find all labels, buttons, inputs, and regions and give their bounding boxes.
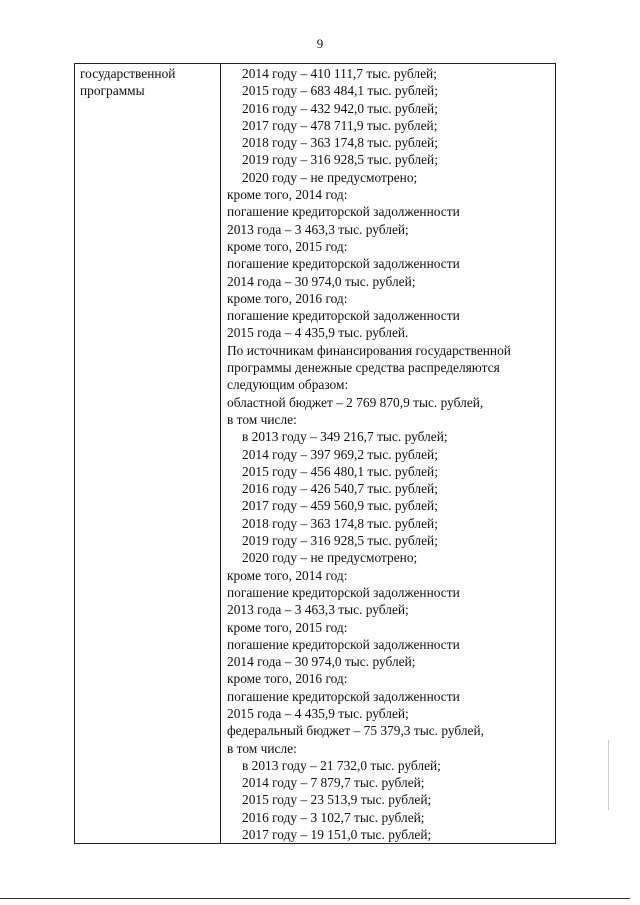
text-line: федеральный бюджет – 75 379,3 тыс. рублей, xyxy=(227,723,484,739)
text-line: 2015 году – 23 513,9 тыс. рублей; xyxy=(242,792,432,808)
column-divider xyxy=(220,64,221,843)
text-line: кроме того, 2015 год: xyxy=(227,619,348,635)
text-line: кроме того, 2016 год: xyxy=(227,290,348,306)
text-line: кроме того, 2016 год: xyxy=(227,671,348,687)
text-line: погашение кредиторской задолженности xyxy=(227,636,460,652)
program-table xyxy=(74,63,556,844)
text-line: кроме того, 2014 год: xyxy=(227,567,348,583)
text-line: погашение кредиторской задолженности xyxy=(227,256,460,272)
page-number: 9 xyxy=(316,36,324,51)
text-line: 2016 году – 3 102,7 тыс. рублей; xyxy=(242,809,425,825)
bottom-rule xyxy=(0,898,630,899)
text-line: 2015 году – 683 484,1 тыс. рублей; xyxy=(242,83,438,99)
text-line: программы денежные средства распределяются xyxy=(227,360,500,376)
text-line: 2019 году – 316 928,5 тыс. рублей; xyxy=(242,152,438,168)
text-line: По источникам финансирования государственной xyxy=(227,342,511,358)
text-line: 2014 году – 410 111,7 тыс. рублей; xyxy=(242,66,437,81)
text-line: 2017 году – 19 151,0 тыс. рублей; xyxy=(242,827,432,843)
text-line: 2020 году – не предусмотрено; xyxy=(242,550,418,566)
text-line: 2015 года – 4 435,9 тыс. рублей. xyxy=(227,325,409,341)
text-line: 2013 года – 3 463,3 тыс. рублей; xyxy=(227,602,409,618)
text-line: областной бюджет – 2 769 870,9 тыс. рублей, xyxy=(227,394,484,410)
text-line: погашение кредиторской задолженности xyxy=(227,204,460,220)
text-line: погашение кредиторской задолженности xyxy=(227,688,460,704)
text-line: 2015 года – 4 435,9 тыс. рублей; xyxy=(227,705,409,721)
text-line: 2017 году – 478 711,9 тыс. рублей; xyxy=(242,117,438,133)
text-line: 2014 года – 30 974,0 тыс. рублей; xyxy=(227,273,416,289)
text-line: в 2013 году – 21 732,0 тыс. рублей; xyxy=(242,757,441,773)
text-line: кроме того, 2015 год: xyxy=(227,238,348,254)
left-line: программы xyxy=(80,83,145,99)
text-line: 2018 году – 363 174,8 тыс. рублей; xyxy=(242,515,438,531)
left-column xyxy=(80,65,218,100)
text-line: 2014 году – 7 879,7 тыс. рублей; xyxy=(242,775,425,791)
margin-mark xyxy=(608,740,609,810)
text-line: 2013 года – 3 463,3 тыс. рублей; xyxy=(227,221,409,237)
text-line: 2014 года – 30 974,0 тыс. рублей; xyxy=(227,654,416,670)
text-line: в 2013 году – 349 216,7 тыс. рублей; xyxy=(242,429,448,445)
text-line: 2016 году – 432 942,0 тыс. рублей; xyxy=(242,100,438,116)
text-line: следующим образом: xyxy=(227,377,349,393)
text-line: 2017 году – 459 560,9 тыс. рублей; xyxy=(242,498,438,514)
text-line: 2014 году – 397 969,2 тыс. рублей; xyxy=(242,446,438,462)
text-line: в том числе: xyxy=(227,411,297,427)
text-line: 2020 году – не предусмотрено; xyxy=(242,169,418,185)
text-line: 2019 году – 316 928,5 тыс. рублей; xyxy=(242,533,438,549)
text-line: 2016 году – 426 540,7 тыс. рублей; xyxy=(242,481,438,497)
text-line: погашение кредиторской задолженности xyxy=(227,584,460,600)
text-line: погашение кредиторской задолженности xyxy=(227,308,460,324)
text-line: в том числе: xyxy=(227,740,297,756)
right-column xyxy=(227,65,551,843)
text-line: 2015 году – 456 480,1 тыс. рублей; xyxy=(242,463,438,479)
text-line: кроме того, 2014 год: xyxy=(227,187,348,203)
left-line: государственной xyxy=(80,66,176,81)
text-line: 2018 году – 363 174,8 тыс. рублей; xyxy=(242,135,438,151)
